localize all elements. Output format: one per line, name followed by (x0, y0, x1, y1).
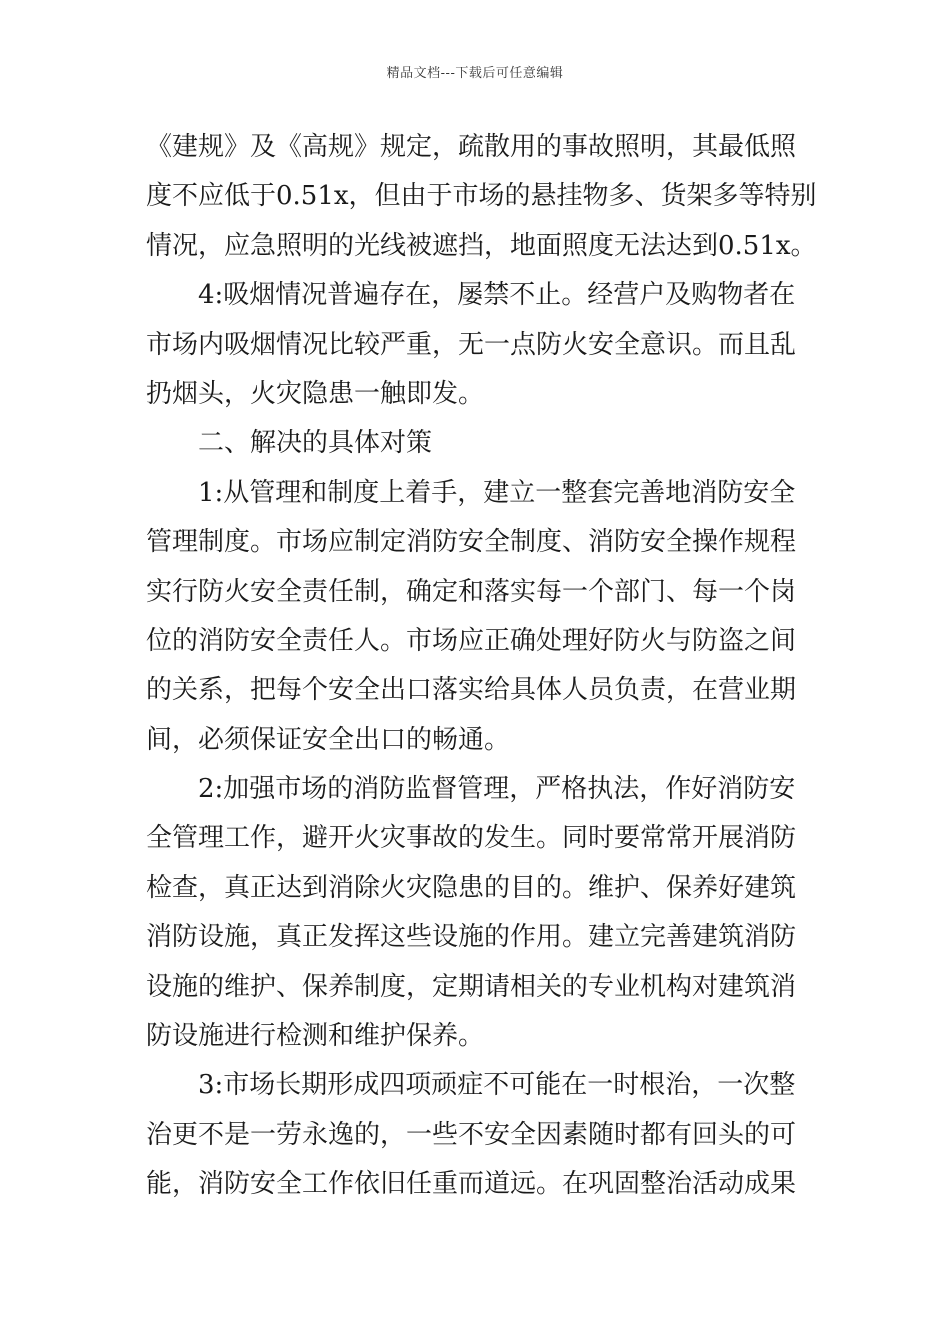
text-line: 防设施进行检测和维护保养。 (146, 1021, 485, 1052)
text-line: 的关系，把每个安全出口落实给具体人员负责，在营业期 (146, 675, 797, 706)
text-line: 能，消防安全工作依旧任重而道远。在巩固整治活动成果 (146, 1169, 797, 1200)
paragraph (146, 1061, 810, 1209)
text-line: 市场内吸烟情况比较严重，无一点防火安全意识。而且乱 (146, 329, 797, 360)
text-line: 扔烟头，火灾隐患一触即发。 (146, 378, 485, 409)
text-line: 实行防火安全责任制，确定和落实每一个部门、每一个岗 (146, 576, 797, 607)
text-line: 情况，应急照明的光线被遮挡，地面照度无法达到0.51x。 (146, 230, 817, 261)
text-line: 全管理工作，避开火灾事故的发生。同时要常常开展消防 (146, 823, 797, 854)
text-line: 间，必须保证安全出口的畅通。 (146, 724, 511, 755)
text-line: 3:市场长期形成四项顽症不可能在一时根治，一次整 (198, 1070, 796, 1101)
text-line: 2:加强市场的消防监督管理，严格执法，作好消防安 (198, 774, 796, 805)
document-body (146, 123, 817, 1210)
section-heading (146, 419, 810, 468)
text-line: 二、解决的具体对策 (198, 428, 433, 459)
text-line: 度不应低于0.51x，但由于市场的悬挂物多、货架多等特别 (146, 181, 817, 212)
paragraph (146, 271, 810, 419)
text-line: 1:从管理和制度上着手，建立一整套完善地消防安全 (198, 477, 796, 508)
paragraph (146, 765, 810, 1061)
text-line: 《建规》及《高规》规定，疏散用的事故照明，其最低照 (146, 132, 797, 162)
paragraph (146, 469, 810, 765)
text-line: 位的消防安全责任人。市场应正确处理好防火与防盗之间 (146, 625, 797, 656)
text-line: 消防设施，真正发挥这些设施的作用。建立完善建筑消防 (146, 922, 797, 953)
paragraph (146, 123, 817, 271)
text-line: 检查，真正达到消除火灾隐患的目的。维护、保养好建筑 (146, 872, 797, 903)
page-header: 精品文档---下载后可任意编辑 (386, 66, 564, 81)
text-line: 4:吸烟情况普遍存在，屡禁不止。经营户及购物者在 (198, 280, 796, 311)
text-line: 治更不是一劳永逸的，一些不安全因素随时都有回头的可 (146, 1119, 797, 1150)
text-line: 设施的维护、保养制度，定期请相关的专业机构对建筑消 (146, 971, 797, 1002)
text-line: 管理制度。市场应制定消防安全制度、消防安全操作规程 (146, 527, 797, 558)
